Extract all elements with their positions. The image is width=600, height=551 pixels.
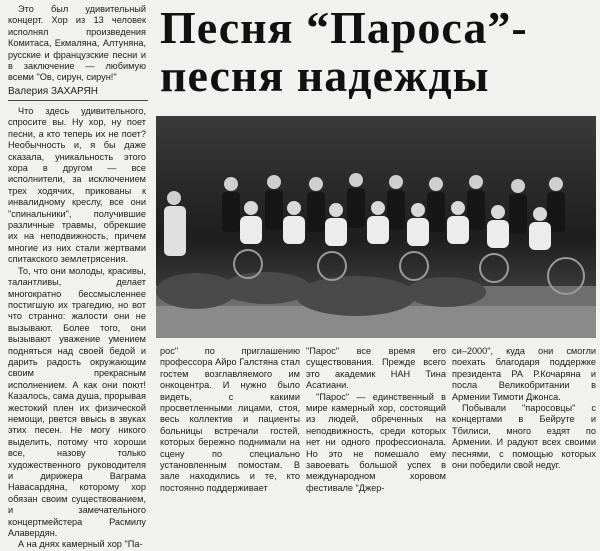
choir-photo	[156, 116, 596, 338]
article-column-1	[8, 106, 146, 550]
article-column-4	[452, 346, 596, 471]
article-paragraph: Побывали "паросовцы" с концертами в Бейруте и Тбилиси, много ездят по Армении. И радуют всех своими песнями, с помощью которых они победили свой недуг.	[452, 403, 596, 471]
article-paragraph: си–2000", куда они смогли поехать благодаря поддержке президента РА Р.Кочаряна и посла Великобритании в Армении Тимоти Джонса.	[452, 346, 596, 402]
headline-line-1: Песня “Пароса”-	[160, 2, 528, 53]
article-paragraph: "Парос" все время его существования. Прежде всего это академик НАН Тина Асатиани.	[306, 346, 446, 391]
article-paragraph: А на днях камерный хор "Па-	[18, 539, 143, 550]
article-column-3	[306, 346, 446, 493]
intro-paragraph	[8, 4, 146, 82]
author-byline: Валерия ЗАХАРЯН	[8, 86, 98, 97]
headline-line-2: песня надежды	[160, 50, 490, 101]
article-paragraph: То, что они молоды, красивы, талантливы, делает многократно бессмысленнее постигшую их трагедию, но вот что странно: жалости они не вызывают. Более того, они вызывают уважение умением подняться над своей бедой и дарить радость окружающим своим прекрасным исполнением. А как они поют! Казалось, сама душа, прорывая жестокий плен их физической немощи, рвется ввысь в звуках этих песен. Не могу никого выделить, потому что хороши все, назову только художественного руководителя и дирижера Ваграма Навасардяна, которому хор обязан своим существованием, и замечательного концертмейстера Расмилу Алавердян.	[8, 265, 146, 539]
article-paragraph: рос" по приглашению профессора Айро Галстяна стал гостем возглавляемого им онкоцентра. И нужно было видеть, с какими просветленными лицами, стоя, весь коллектив и пациенты больницы встречали гостей, которых бережно поднимали на сцену по специально установленным помостам. В зале находились и те, кто постоянно поддерживает	[160, 346, 300, 493]
article-headline	[160, 4, 600, 100]
choir-photo-illustration	[156, 116, 596, 338]
article-paragraph: "Парос" — единственный в мире камерный хор, состоящий из людей, обреченных на неподвижность, среди которых нет ни одного профессионала. Но это не помешало ему завоевать большой успех в международном хоровом фестивале "Джер-	[306, 391, 446, 493]
byline-divider	[8, 100, 148, 101]
article-paragraph: Что здесь удивительного, спросите вы. Ну хор, ну поет песни, а кто теперь их не поет? Необычность и, я бы даже сказала, уникальность этого хора в другом — все исполнители, за исключением трех ходячих, прикованы к инвалидному креслу, все они "спинальники", получившие различные травмы, обрекшие их на неподвижность, причем многие из них стали жертвами спитакского землетрясения.	[8, 106, 146, 265]
intro-text: Это был удивительный концерт. Хор из 13 человек исполнял произведения Комитаса, Екмаляна, Алтуняна, русские и французские песни и в заключение — любимую всеми "Ов, сирун, сирун!"	[8, 4, 146, 83]
article-column-2	[160, 346, 300, 493]
